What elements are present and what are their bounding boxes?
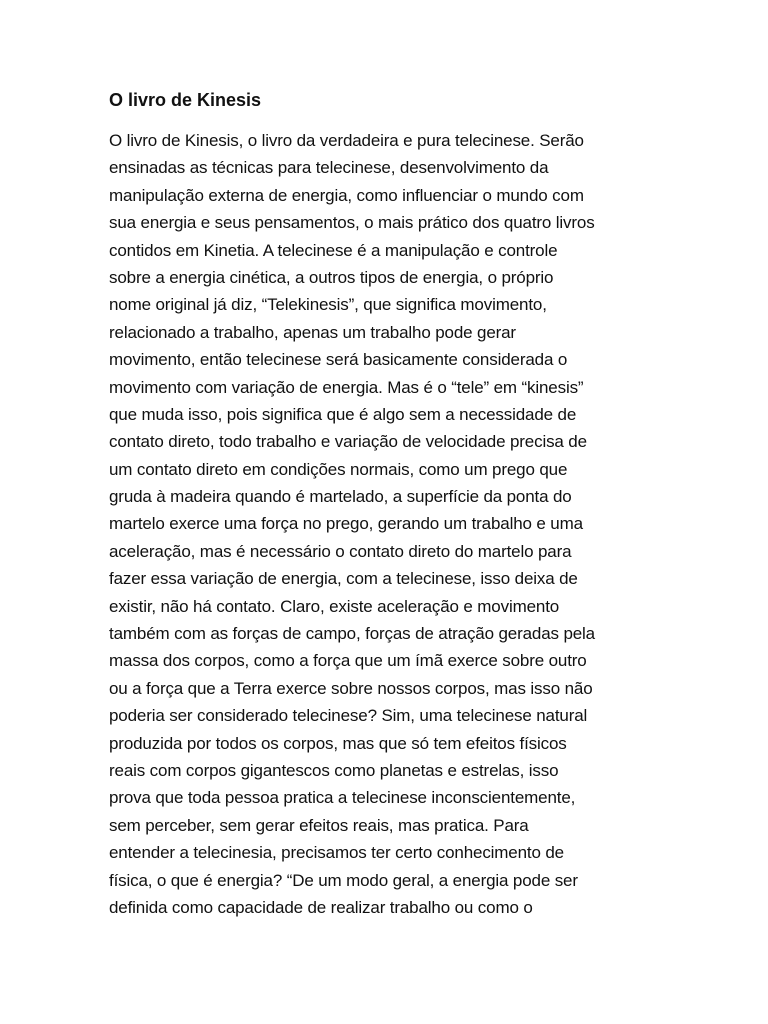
text-line: aceleração, mas é necessário o contato direto do martelo para [109,541,572,561]
text-line: movimento, então telecinese será basicamente considerada o [109,350,568,370]
text-line: martelo exerce uma força no prego, gerando um trabalho e uma [109,514,583,534]
text-line: que muda isso, pois significa que é algo sem a necessidade de [109,404,577,424]
text-line: nome original já diz, “Telekinesis”, que significa movimento, [109,295,547,315]
text-line: existir, não há contato. Claro, existe aceleração e movimento [109,596,560,616]
text-line: contato direto, todo trabalho e variação de velocidade precisa de [109,432,587,452]
text-line: sem perceber, sem gerar efeitos reais, mas pratica. Para [109,815,529,835]
text-line: física, o que é energia? “De um modo geral, a energia pode ser [109,870,578,890]
text-line: produzida por todos os corpos, mas que só tem efeitos físicos [109,733,567,753]
text-line: prova que toda pessoa pratica a telecinese inconscientemente, [109,788,576,808]
text-line: fazer essa variação de energia, com a telecinese, isso deixa de [109,569,578,589]
text-line: O livro de Kinesis, o livro da verdadeira e pura telecinese. Serão [109,131,584,150]
text-line: relacionado a trabalho, apenas um trabalho pode gerar [109,322,516,342]
text-line: entender a telecinesia, precisamos ter certo conhecimento de [109,843,564,863]
document-body [109,127,689,921]
text-line: definida como capacidade de realizar trabalho ou como o [109,897,533,917]
text-line: ou a força que a Terra exerce sobre nossos corpos, mas isso não [109,678,593,698]
text-line: gruda à madeira quando é martelado, a superfície da ponta do [109,487,572,507]
text-line: movimento com variação de energia. Mas é o “tele” em “kinesis” [109,377,584,397]
text-line: também com as forças de campo, forças de atração geradas pela [109,624,595,644]
text-line: sobre a energia cinética, a outros tipos de energia, o próprio [109,267,554,287]
text-line: reais com corpos gigantescos como planetas e estrelas, isso [109,760,559,780]
text-line: contidos em Kinetia. A telecinese é a manipulação e controle [109,240,558,260]
text-line: massa dos corpos, como a força que um ímã exerce sobre outro [109,651,587,671]
document-title: O livro de Kinesis [109,90,262,110]
text-line: ensinadas as técnicas para telecinese, desenvolvimento da [109,158,549,178]
text-line: poderia ser considerado telecinese? Sim, uma telecinese natural [109,706,588,726]
text-line: um contato direto em condições normais, como um prego que [109,459,568,479]
text-line: manipulação externa de energia, como influenciar o mundo com [109,185,584,205]
text-line: sua energia e seus pensamentos, o mais prático dos quatro livros [109,213,595,233]
